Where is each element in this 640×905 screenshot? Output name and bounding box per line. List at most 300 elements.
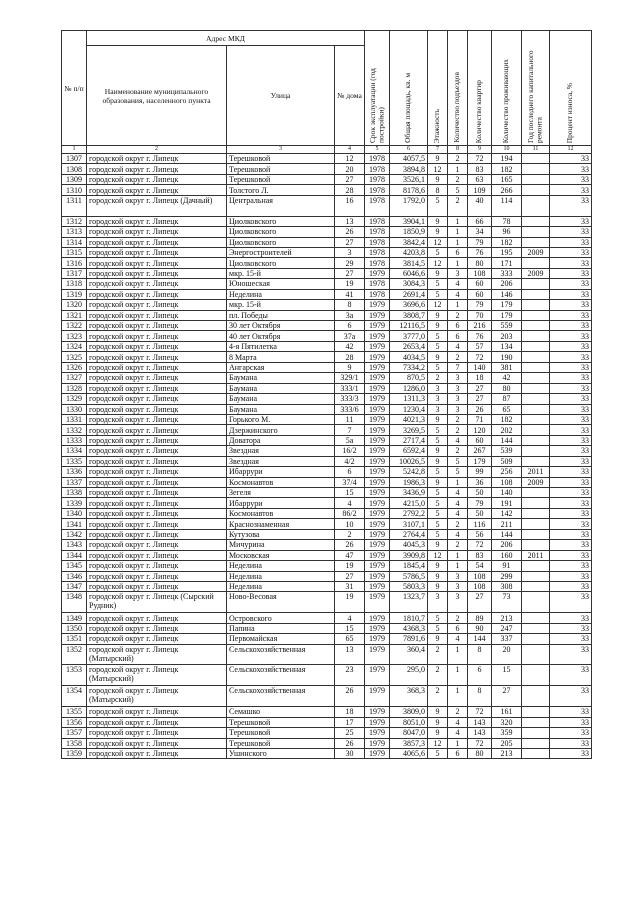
residents-cell: 96: [492, 227, 522, 237]
entrances-cell: 2: [448, 352, 468, 362]
house-cell: 4: [335, 498, 365, 508]
year-cell: 1979: [365, 341, 390, 351]
house-cell: 30: [335, 749, 365, 759]
row-number: 1309: [62, 174, 87, 184]
entrances-cell: 2: [448, 613, 468, 623]
wear-cell: 33: [550, 268, 592, 278]
municipality-cell: городской округ г. Липецк: [87, 446, 227, 456]
residents-cell: 179: [492, 300, 522, 310]
row-number: 1315: [62, 247, 87, 257]
entrances-cell: 2: [448, 425, 468, 435]
entrances-cell: 1: [448, 237, 468, 247]
apartments-cell: 40: [468, 195, 492, 216]
row-number: 1325: [62, 352, 87, 362]
house-cell: 329/1: [335, 373, 365, 383]
entrances-cell: 3: [448, 592, 468, 613]
entrances-cell: 1: [448, 665, 468, 686]
repair-year-cell: [522, 498, 550, 508]
repair-year-cell: [522, 581, 550, 591]
row-number: 1318: [62, 279, 87, 289]
entrances-cell: 2: [448, 540, 468, 550]
year-cell: 1979: [365, 310, 390, 320]
header-street: Улица: [227, 46, 335, 146]
table-row: [62, 717, 592, 727]
apartments-cell: 50: [468, 488, 492, 498]
municipality-cell: городской округ г. Липецк: [87, 508, 227, 518]
municipality-cell: городской округ г. Липецк: [87, 488, 227, 498]
apartments-cell: 63: [468, 174, 492, 184]
floors-cell: 9: [428, 707, 448, 717]
area-cell: 3084,3: [390, 279, 428, 289]
row-number: 1332: [62, 425, 87, 435]
wear-cell: 33: [550, 571, 592, 581]
floors-cell: 9: [428, 561, 448, 571]
residents-cell: 359: [492, 728, 522, 738]
house-cell: 41: [335, 289, 365, 299]
residents-cell: 182: [492, 414, 522, 424]
municipality-cell: городской округ г. Липецк: [87, 247, 227, 257]
floors-cell: 3: [428, 394, 448, 404]
residents-cell: 80: [492, 383, 522, 393]
residents-cell: 205: [492, 738, 522, 748]
municipality-cell: городской округ г. Липецк: [87, 425, 227, 435]
row-number: 1314: [62, 237, 87, 247]
entrances-cell: 4: [448, 279, 468, 289]
street-cell: Баумана: [227, 373, 335, 383]
entrances-cell: 4: [448, 498, 468, 508]
repair-year-cell: [522, 237, 550, 247]
entrances-cell: 3: [448, 404, 468, 414]
year-cell: 1979: [365, 446, 390, 456]
year-cell: 1979: [365, 686, 390, 707]
municipality-cell: городской округ г. Липецк: [87, 227, 227, 237]
residents-cell: 179: [492, 310, 522, 320]
table-row: [62, 394, 592, 404]
residents-cell: 165: [492, 174, 522, 184]
municipality-cell: городской округ г. Липецк: [87, 456, 227, 466]
row-number: 1320: [62, 300, 87, 310]
apartments-cell: 8: [468, 686, 492, 707]
apartments-cell: 60: [468, 289, 492, 299]
municipality-cell: городской округ г. Липецк: [87, 749, 227, 759]
header-house: № дома: [335, 46, 365, 146]
year-cell: 1979: [365, 665, 390, 686]
repair-year-cell: [522, 352, 550, 362]
street-cell: Баумана: [227, 383, 335, 393]
apartments-cell: 72: [468, 738, 492, 748]
year-cell: 1979: [365, 488, 390, 498]
table-row: [62, 300, 592, 310]
apartments-cell: 71: [468, 414, 492, 424]
row-number: 1340: [62, 508, 87, 518]
municipality-cell: городской округ г. Липецк: [87, 571, 227, 581]
residents-cell: 539: [492, 446, 522, 456]
entrances-cell: 4: [448, 341, 468, 351]
municipality-cell: городской округ г. Липецк: [87, 268, 227, 278]
floors-cell: 9: [428, 227, 448, 237]
year-cell: 1978: [365, 154, 390, 164]
year-cell: 1979: [365, 404, 390, 414]
street-cell: Ибаррури: [227, 498, 335, 508]
area-cell: 3842,4: [390, 237, 428, 247]
street-cell: Сельскохозяйственная: [227, 665, 335, 686]
residents-cell: 134: [492, 341, 522, 351]
repair-year-cell: [522, 508, 550, 518]
municipality-cell: городской округ г. Липецк: [87, 289, 227, 299]
street-cell: Терешковой: [227, 174, 335, 184]
municipality-cell: городской округ г. Липецк: [87, 540, 227, 550]
table-row: [62, 247, 592, 257]
repair-year-cell: [522, 665, 550, 686]
residents-cell: 171: [492, 258, 522, 268]
entrances-cell: 1: [448, 258, 468, 268]
repair-year-cell: [522, 164, 550, 174]
residents-cell: 108: [492, 477, 522, 487]
floors-cell: 9: [428, 634, 448, 644]
street-cell: Островского: [227, 613, 335, 623]
year-cell: 1979: [365, 519, 390, 529]
table-row: [62, 185, 592, 195]
municipality-cell: городской округ г. Липецк: [87, 237, 227, 247]
area-cell: 295,0: [390, 665, 428, 686]
apartments-cell: 70: [468, 310, 492, 320]
street-cell: Неделина: [227, 581, 335, 591]
municipality-cell: городской округ г. Липецк: [87, 728, 227, 738]
municipality-cell: городской округ г. Липецк: [87, 519, 227, 529]
table-row: [62, 634, 592, 644]
house-cell: 6: [335, 321, 365, 331]
house-cell: 11: [335, 414, 365, 424]
area-cell: 4057,5: [390, 154, 428, 164]
entrances-cell: 4: [448, 717, 468, 727]
repair-year-cell: [522, 195, 550, 216]
row-number: 1350: [62, 623, 87, 633]
year-cell: 1979: [365, 634, 390, 644]
table-row: [62, 561, 592, 571]
municipality-cell: городской округ г. Липецк: [87, 383, 227, 393]
house-cell: 2: [335, 529, 365, 539]
entrances-cell: 2: [448, 195, 468, 216]
row-number: 1337: [62, 477, 87, 487]
table-row: [62, 352, 592, 362]
row-number: 1324: [62, 341, 87, 351]
house-cell: 19: [335, 279, 365, 289]
house-cell: 17: [335, 717, 365, 727]
entrances-cell: 4: [448, 529, 468, 539]
table-row: [62, 154, 592, 164]
residents-cell: 308: [492, 581, 522, 591]
year-cell: 1979: [365, 550, 390, 560]
house-cell: 47: [335, 550, 365, 560]
apartments-cell: 57: [468, 341, 492, 351]
area-cell: 6046,6: [390, 268, 428, 278]
row-number: 1342: [62, 529, 87, 539]
street-cell: Сельскохозяйственная: [227, 644, 335, 665]
entrances-cell: 5: [448, 467, 468, 477]
wear-cell: 33: [550, 247, 592, 257]
column-number: 11: [522, 146, 550, 154]
repair-year-cell: [522, 185, 550, 195]
entrances-cell: 6: [448, 331, 468, 341]
street-cell: Баумана: [227, 404, 335, 414]
row-number: 1356: [62, 717, 87, 727]
municipality-cell: городской округ г. Липецк: [87, 613, 227, 623]
year-cell: 1979: [365, 352, 390, 362]
repair-year-cell: [522, 289, 550, 299]
house-cell: 26: [335, 227, 365, 237]
year-cell: 1979: [365, 300, 390, 310]
column-number: 8: [448, 146, 468, 154]
repair-year-cell: 2009: [522, 268, 550, 278]
wear-cell: 33: [550, 174, 592, 184]
street-cell: пл. Победы: [227, 310, 335, 320]
street-cell: Семашко: [227, 707, 335, 717]
row-number: 1351: [62, 634, 87, 644]
street-cell: Циолковского: [227, 227, 335, 237]
wear-cell: 33: [550, 195, 592, 216]
wear-cell: 33: [550, 154, 592, 164]
apartments-cell: 18: [468, 373, 492, 383]
wear-cell: 33: [550, 404, 592, 414]
year-cell: 1979: [365, 467, 390, 477]
house-cell: 65: [335, 634, 365, 644]
entrances-cell: 1: [448, 686, 468, 707]
floors-cell: 3: [428, 383, 448, 393]
wear-cell: 33: [550, 561, 592, 571]
house-cell: 23: [335, 665, 365, 686]
table-row: [62, 216, 592, 226]
residents-cell: 559: [492, 321, 522, 331]
residents-cell: 381: [492, 362, 522, 372]
wear-cell: 33: [550, 498, 592, 508]
municipality-cell: городской округ г. Липецк (Дачный): [87, 195, 227, 216]
floors-cell: 12: [428, 258, 448, 268]
municipality-cell: городской округ г. Липецк: [87, 341, 227, 351]
residents-cell: 194: [492, 154, 522, 164]
row-number: 1308: [62, 164, 87, 174]
repair-year-cell: [522, 216, 550, 226]
residents-cell: 42: [492, 373, 522, 383]
table-row: [62, 341, 592, 351]
municipality-cell: городской округ г. Липецк: [87, 258, 227, 268]
floors-cell: 9: [428, 174, 448, 184]
street-cell: Дзержинского: [227, 425, 335, 435]
year-cell: 1979: [365, 728, 390, 738]
year-cell: 1979: [365, 508, 390, 518]
street-cell: Циолковского: [227, 216, 335, 226]
residents-cell: 256: [492, 467, 522, 477]
row-number: 1330: [62, 404, 87, 414]
repair-year-cell: 2011: [522, 467, 550, 477]
floors-cell: 5: [428, 362, 448, 372]
residents-cell: 203: [492, 331, 522, 341]
row-number: 1334: [62, 446, 87, 456]
entrances-cell: 6: [448, 321, 468, 331]
year-cell: 1978: [365, 289, 390, 299]
municipality-cell: городской округ г. Липецк: [87, 362, 227, 372]
repair-year-cell: 2009: [522, 247, 550, 257]
table-row: [62, 592, 592, 613]
residents-cell: 161: [492, 707, 522, 717]
house-cell: 25: [335, 728, 365, 738]
repair-year-cell: [522, 456, 550, 466]
residents-cell: 65: [492, 404, 522, 414]
street-cell: Доватора: [227, 435, 335, 445]
floors-cell: 5: [428, 529, 448, 539]
municipality-cell: городской округ г. Липецк: [87, 352, 227, 362]
residents-cell: 320: [492, 717, 522, 727]
area-cell: 1311,3: [390, 394, 428, 404]
apartments-cell: 6: [468, 665, 492, 686]
floors-cell: 12: [428, 164, 448, 174]
column-number: 9: [468, 146, 492, 154]
floors-cell: 3: [428, 592, 448, 613]
header-address-group: Адрес МКД: [87, 31, 365, 46]
street-cell: Терешковой: [227, 717, 335, 727]
apartments-cell: 27: [468, 383, 492, 393]
housing-registry-sheet: [61, 30, 591, 759]
repair-year-cell: [522, 425, 550, 435]
repair-year-cell: [522, 321, 550, 331]
municipality-cell: городской округ г. Липецк: [87, 164, 227, 174]
apartments-cell: 83: [468, 550, 492, 560]
municipality-cell: городской округ г. Липецк: [87, 394, 227, 404]
house-cell: 15: [335, 623, 365, 633]
repair-year-cell: [522, 592, 550, 613]
house-cell: 8: [335, 300, 365, 310]
wear-cell: 33: [550, 665, 592, 686]
floors-cell: 5: [428, 623, 448, 633]
entrances-cell: 2: [448, 154, 468, 164]
apartments-cell: 26: [468, 404, 492, 414]
row-number: 1346: [62, 571, 87, 581]
house-cell: 37а: [335, 331, 365, 341]
row-number: 1310: [62, 185, 87, 195]
apartments-cell: 27: [468, 394, 492, 404]
floors-cell: 5: [428, 195, 448, 216]
table-row: [62, 686, 592, 707]
entrances-cell: 1: [448, 164, 468, 174]
house-cell: 27: [335, 174, 365, 184]
house-cell: 27: [335, 237, 365, 247]
wear-cell: 33: [550, 581, 592, 591]
year-cell: 1979: [365, 477, 390, 487]
house-cell: 28: [335, 352, 365, 362]
municipality-cell: городской округ г. Липецк: [87, 300, 227, 310]
apartments-cell: 143: [468, 717, 492, 727]
area-cell: 2691,4: [390, 289, 428, 299]
table-row: [62, 477, 592, 487]
year-cell: 1979: [365, 331, 390, 341]
apartments-cell: 83: [468, 164, 492, 174]
street-cell: Толстого Л.: [227, 185, 335, 195]
floors-cell: 5: [428, 247, 448, 257]
table-row: [62, 373, 592, 383]
street-cell: 40 лет Октября: [227, 331, 335, 341]
residents-cell: 509: [492, 456, 522, 466]
area-cell: 4203,8: [390, 247, 428, 257]
wear-cell: 33: [550, 435, 592, 445]
area-cell: 3904,1: [390, 216, 428, 226]
area-cell: 368,3: [390, 686, 428, 707]
repair-year-cell: [522, 331, 550, 341]
table-row: [62, 362, 592, 372]
residents-cell: 206: [492, 279, 522, 289]
street-cell: Неделина: [227, 561, 335, 571]
area-cell: 360,4: [390, 644, 428, 665]
house-cell: 27: [335, 268, 365, 278]
row-number: 1344: [62, 550, 87, 560]
apartments-cell: 76: [468, 331, 492, 341]
repair-year-cell: [522, 362, 550, 372]
row-number: 1316: [62, 258, 87, 268]
entrances-cell: 5: [448, 456, 468, 466]
residents-cell: 190: [492, 352, 522, 362]
municipality-cell: городской округ г. Липецк (Матырский): [87, 644, 227, 665]
apartments-cell: 89: [468, 613, 492, 623]
wear-cell: 33: [550, 446, 592, 456]
area-cell: 1845,4: [390, 561, 428, 571]
repair-year-cell: [522, 571, 550, 581]
apartments-cell: 120: [468, 425, 492, 435]
area-cell: 12116,5: [390, 321, 428, 331]
floors-cell: 5: [428, 488, 448, 498]
municipality-cell: городской округ г. Липецк: [87, 561, 227, 571]
floors-cell: 5: [428, 467, 448, 477]
year-cell: 1979: [365, 362, 390, 372]
column-number: 4: [335, 146, 365, 154]
municipality-cell: городской округ г. Липецк: [87, 581, 227, 591]
street-cell: Краснознаменная: [227, 519, 335, 529]
residents-cell: 247: [492, 623, 522, 633]
table-row: [62, 749, 592, 759]
municipality-cell: городской округ г. Липецк: [87, 404, 227, 414]
table-row: [62, 404, 592, 414]
wear-cell: 33: [550, 185, 592, 195]
residents-cell: 140: [492, 488, 522, 498]
year-cell: 1979: [365, 623, 390, 633]
house-cell: 27: [335, 571, 365, 581]
row-number: 1307: [62, 154, 87, 164]
area-cell: 5803,3: [390, 581, 428, 591]
area-cell: 3526,1: [390, 174, 428, 184]
street-cell: Терешковой: [227, 728, 335, 738]
entrances-cell: 6: [448, 623, 468, 633]
header-year-built: Срок эксплуатации (год постройки): [365, 31, 390, 146]
street-cell: Звездная: [227, 446, 335, 456]
house-cell: 9: [335, 362, 365, 372]
municipality-cell: городской округ г. Липецк: [87, 717, 227, 727]
year-cell: 1979: [365, 571, 390, 581]
row-number: 1357: [62, 728, 87, 738]
apartments-cell: 108: [468, 581, 492, 591]
table-row: [62, 707, 592, 717]
area-cell: 4368,3: [390, 623, 428, 633]
municipality-cell: городской округ г. Липецк: [87, 498, 227, 508]
year-cell: 1979: [365, 498, 390, 508]
floors-cell: 9: [428, 581, 448, 591]
repair-year-cell: [522, 644, 550, 665]
apartments-cell: 50: [468, 508, 492, 518]
residents-cell: 337: [492, 634, 522, 644]
wear-cell: 33: [550, 613, 592, 623]
year-cell: 1979: [365, 394, 390, 404]
floors-cell: 5: [428, 613, 448, 623]
area-cell: 3814,5: [390, 258, 428, 268]
entrances-cell: 1: [448, 550, 468, 560]
street-cell: Неделина: [227, 289, 335, 299]
entrances-cell: 4: [448, 435, 468, 445]
